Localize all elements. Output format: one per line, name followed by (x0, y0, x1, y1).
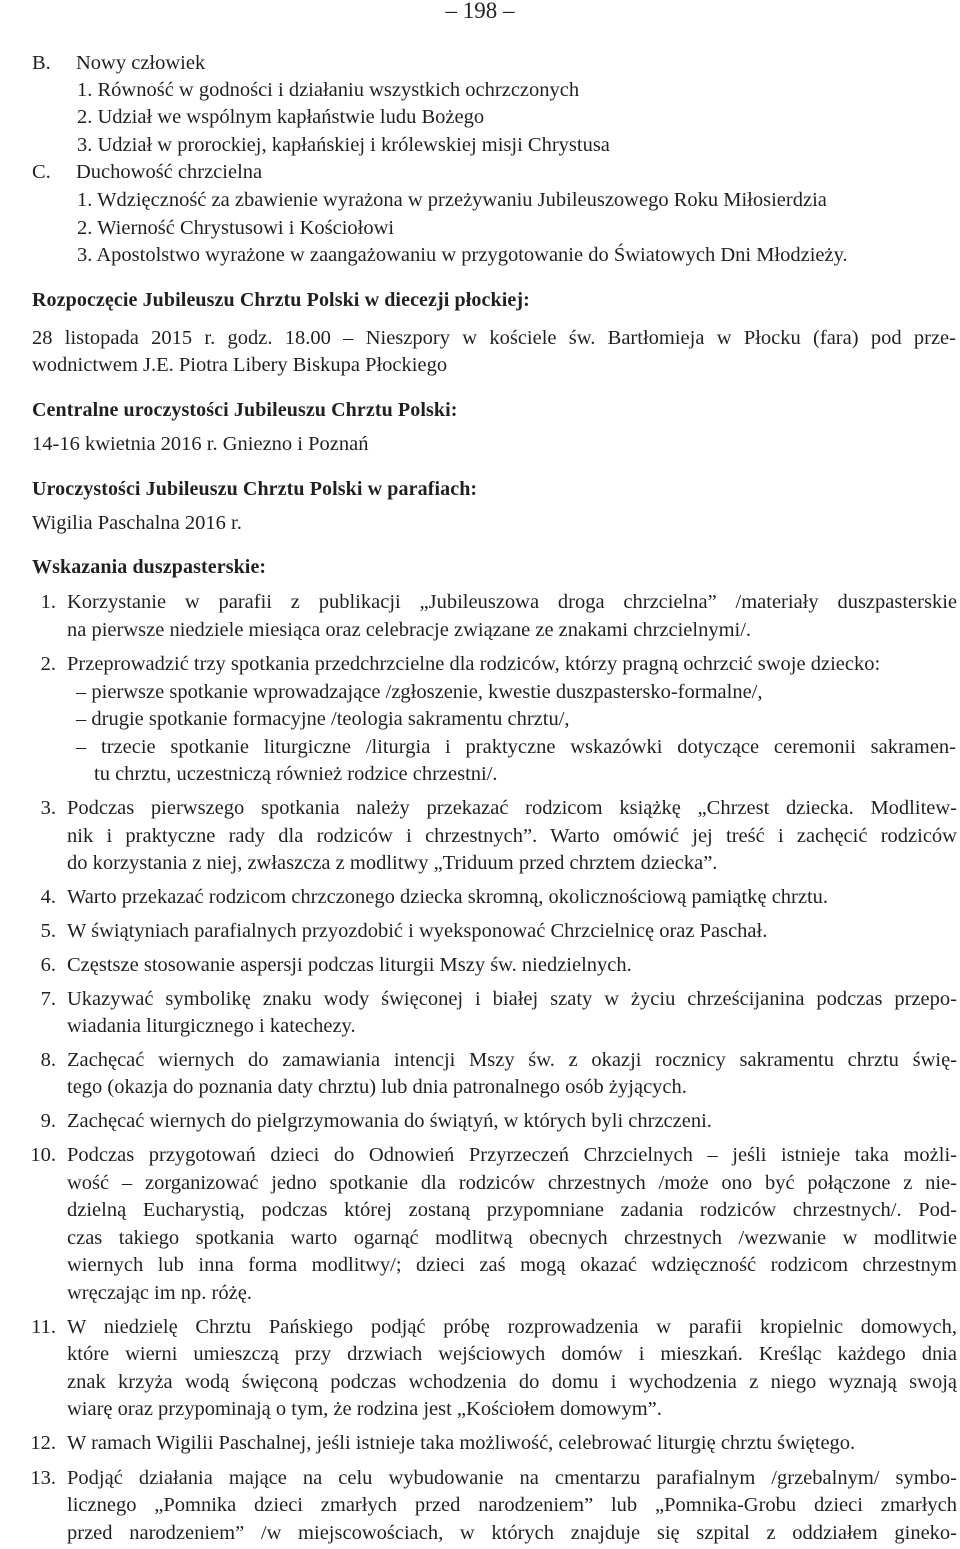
list-item-line: znak krzyża wodą święconą podczas wchodzenia do domu i wychodzenia z niego wyznają swoją (67, 1371, 957, 1393)
list-item-line: nik i praktyczne rady dla rodziców i chrzestnych”. Warto omówić jej treść i zachęcić rodziców (67, 825, 957, 847)
list-item-line: dzielną Eucharystią, podczas której zostaną przypomniane zadania rodziców chrzestnych/. Pod- (67, 1199, 957, 1221)
list-item-number: 6. (40, 954, 56, 976)
section-heading-guidelines: Wskazania duszpasterskie: (32, 556, 267, 578)
list-item-line: Zachęcać wiernych do pielgrzymowania do świątyń, w których byli chrzczeni. (67, 1110, 712, 1132)
opening-line: 28 listopada 2015 r. godz. 18.00 – Nieszpory w kościele św. Bartłomieja w Płocku (fara) pod prze- (32, 327, 956, 349)
list-item-line: które wierni umieszczą przy drzwiach wejściowych domów i mieszkań. Kreśląc każdego dnia (67, 1343, 957, 1365)
list-item-number: 7. (40, 988, 56, 1010)
outline-c-letter: C. (32, 161, 51, 183)
list-item-line: W ramach Wigilii Paschalnej, jeśli istnieje taka możliwość, celebrować liturgię chrztu świętego. (67, 1432, 856, 1454)
outline-b-letter: B. (32, 52, 51, 74)
list-item-number: 12. (30, 1432, 56, 1454)
list-item-line: przed narodzeniem” /w miejscowościach, w których znajduje się szpital z oddziałem gineko- (67, 1522, 957, 1544)
list-item-line: W świątyniach parafialnych przyozdobić i wyeksponować Chrzcielnicę oraz Paschał. (67, 920, 768, 942)
list-item-line: Przeprowadzić trzy spotkania przedchrzcielne dla rodziców, którzy pragną ochrzcić swoje dziecko: (67, 653, 881, 675)
list-item-number: 1. (40, 591, 56, 613)
outline-c-item: 3. Apostolstwo wyrażone w zaangażowaniu w przygotowanie do Światowych Dni Młodzieży. (77, 244, 848, 266)
list-item-number: 2. (40, 653, 56, 675)
list-item-line: Częstsze stosowanie aspersji podczas liturgii Mszy św. niedzielnych. (67, 954, 632, 976)
outline-c-title: Duchowość chrzcielna (76, 161, 263, 183)
list-item-line: tego (okazja do poznania daty chrztu) lub dnia patronalnego osób żyjących. (67, 1076, 687, 1098)
section-heading-opening: Rozpoczęcie Jubileuszu Chrztu Polski w diecezji płockiej: (32, 289, 530, 311)
list-item-number: 8. (40, 1049, 56, 1071)
list-dash-item: tu chrztu, uczestniczą również rodzice chrzestni/. (94, 763, 498, 785)
section-heading-parishes: Uroczystości Jubileuszu Chrztu Polski w parafiach: (32, 478, 478, 500)
list-item-line: Podczas pierwszego spotkania należy przekazać rodzicom książkę „Chrzest dziecka. Modlitew- (67, 797, 957, 819)
list-item-number: 10. (30, 1144, 56, 1166)
page-number: – 198 – (445, 0, 515, 23)
list-dash-item: – pierwsze spotkanie wprowadzające /zgłoszenie, kwestie duszpastersko-formalne/, (76, 681, 763, 703)
list-item-line: wiadania liturgicznego i katechezy. (67, 1015, 356, 1037)
list-item-line: licznego „Pomnika dzieci zmarłych przed narodzeniem” lub „Pomnika-Grobu dzieci zmarłych (67, 1494, 957, 1516)
list-item-number: 5. (40, 920, 56, 942)
list-item-line: na pierwsze niedziele miesiąca oraz celebracje związane ze znakami chrzcielnymi/. (67, 619, 752, 641)
list-item-number: 13. (30, 1467, 56, 1489)
list-item-number: 3. (40, 797, 56, 819)
outline-b-title: Nowy człowiek (76, 52, 206, 74)
list-item-number: 4. (40, 886, 56, 908)
list-item-line: W niedzielę Chrztu Pańskiego podjąć próbę rozprowadzenia w parafii kropielnic domowych, (67, 1316, 957, 1338)
list-item-line: Ukazywać symbolikę znaku wody święconej i białej szaty w życiu chrześcijanina podczas przepo- (67, 988, 957, 1010)
outline-c-item: 2. Wierność Chrystusowi i Kościołowi (77, 217, 395, 239)
list-item-line: wręczając im np. różę. (67, 1282, 252, 1304)
list-item-line: wiernych lub inna forma modlitwy/; dzieci zaś mogą okazać wdzięczność rodzicom chrzestnym (67, 1254, 957, 1276)
opening-line: wodnictwem J.E. Piotra Libery Biskupa Płockiego (32, 354, 448, 376)
outline-c-item: 1. Wdzięczność za zbawienie wyrażona w przeżywaniu Jubileuszowego Roku Miłosierdzia (77, 189, 827, 211)
outline-b-item: 2. Udział we wspólnym kapłaństwie ludu Bożego (77, 106, 485, 128)
outline-b-item: 3. Udział w prorockiej, kapłańskiej i królewskiej misji Chrystusa (77, 134, 610, 156)
list-item-line: Zachęcać wiernych do zamawiania intencji Mszy św. z okazji rocznicy sakramentu chrztu świę- (67, 1049, 957, 1071)
list-item-line: wość – zorganizować jedno spotkanie dla rodziców chrzestnych /może ono być połączone z nie- (67, 1172, 957, 1194)
list-item-line: czas takiego spotkania warto ogarnąć modlitwą obecnych chrzestnych /wezwanie w modlitwie (67, 1227, 957, 1249)
list-item-line: Warto przekazać rodzicom chrzczonego dziecka skromną, okolicznościową pamiątkę chrztu. (67, 886, 829, 908)
list-item-line: do korzystania z niej, zwłaszcza z modlitwy „Triduum przed chrztem dziecka”. (67, 852, 718, 874)
list-item-number: 11. (31, 1316, 56, 1338)
central-text: 14-16 kwietnia 2016 r. Gniezno i Poznań (32, 433, 369, 455)
section-heading-central: Centralne uroczystości Jubileuszu Chrztu Polski: (32, 399, 458, 421)
outline-b-item: 1. Równość w godności i działaniu wszystkich ochrzczonych (77, 79, 580, 101)
list-item-line: Podjąć działania mające na celu wybudowanie na cmentarzu parafialnym /grzebalnym/ symbo- (67, 1467, 957, 1489)
list-dash-item: – drugie spotkanie formacyjne /teologia sakramentu chrztu/, (76, 708, 570, 730)
parishes-text: Wigilia Paschalna 2016 r. (32, 512, 242, 534)
list-item-line: Korzystanie w parafii z publikacji „Jubileuszowa droga chrzcielna” /materiały duszpasterskie (67, 591, 957, 613)
list-item-number: 9. (40, 1110, 56, 1132)
list-item-line: Podczas przygotowań dzieci do Odnowień Przyrzeczeń Chrzcielnych – jeśli istnieje taka możli- (67, 1144, 957, 1166)
list-dash-item: – trzecie spotkanie liturgiczne /liturgia i praktyczne wskazówki dotyczące ceremonii sakramen- (76, 736, 956, 758)
list-item-line: wiarę oraz przypominają o tym, że rodzina jest „Kościołem domowym”. (67, 1398, 662, 1420)
